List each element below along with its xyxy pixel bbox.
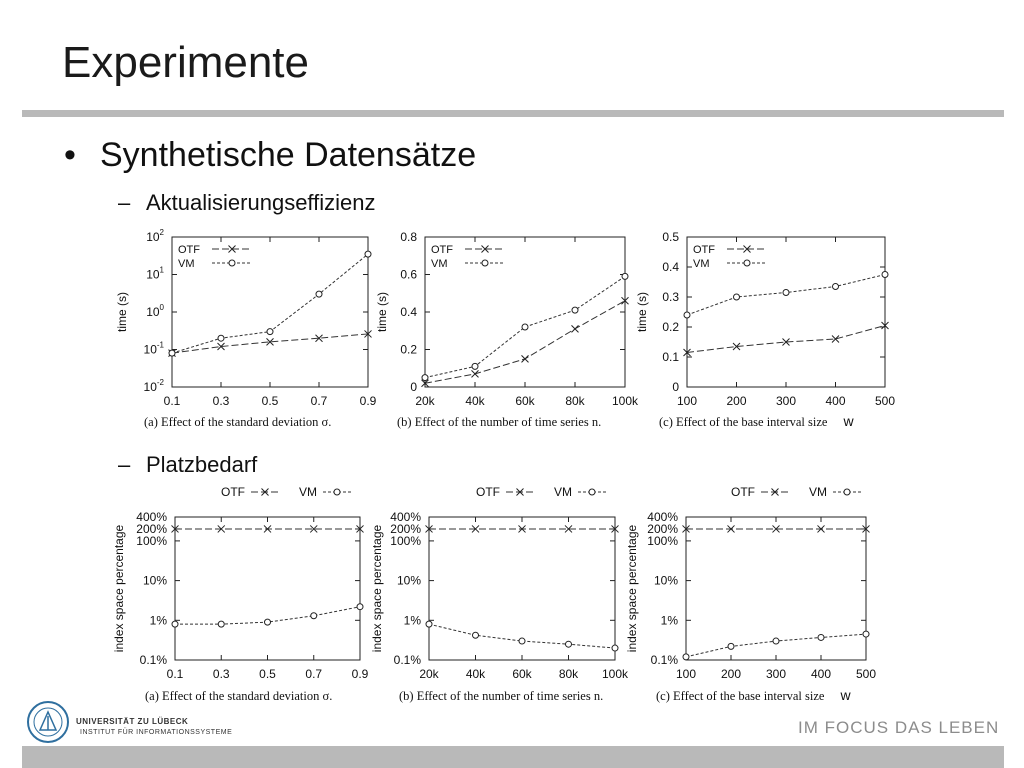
x-tick-label: 300 bbox=[765, 667, 787, 681]
y-tick-label: 0.2 bbox=[400, 342, 417, 357]
y-tick-label: 100% bbox=[647, 533, 678, 548]
y-tick-label: $10^2$ bbox=[146, 228, 164, 244]
chart-time-vs-interval-size bbox=[630, 225, 910, 435]
sub-bullet-label: Platzbedarf bbox=[146, 452, 258, 477]
x-tick-label: 60k bbox=[515, 394, 535, 408]
data-point-otf bbox=[572, 325, 579, 332]
bullet-synthetic-datasets bbox=[64, 136, 476, 175]
legend-label-vm: VM bbox=[554, 485, 572, 499]
y-tick-label: 0.1% bbox=[393, 653, 421, 667]
x-tick-label: 80k bbox=[565, 394, 585, 408]
y-tick-label: 200% bbox=[647, 521, 678, 536]
legend-label-otf: OTF bbox=[693, 244, 715, 256]
x-tick-label: 400 bbox=[810, 667, 832, 681]
data-point-vm bbox=[783, 290, 789, 296]
y-axis-label: index space percentage bbox=[112, 524, 126, 653]
y-axis-label: index space percentage bbox=[370, 524, 384, 653]
y-tick-label: 1% bbox=[149, 613, 167, 628]
data-point-otf bbox=[472, 370, 479, 377]
series-line-vm bbox=[172, 254, 368, 353]
figure-caption: (a) Effect of the standard deviation σ. bbox=[144, 415, 332, 429]
y-tick-label: 1% bbox=[660, 613, 678, 628]
legend-marker-vm bbox=[482, 260, 488, 266]
x-tick-label: 40k bbox=[465, 394, 485, 408]
data-point-vm bbox=[833, 284, 839, 290]
x-tick-label: 0.3 bbox=[212, 667, 230, 681]
x-tick-label: 500 bbox=[855, 667, 877, 681]
legend-label-vm: VM bbox=[178, 258, 195, 270]
data-point-vm bbox=[522, 324, 528, 330]
legend-label-otf: OTF bbox=[178, 244, 200, 256]
x-tick-label: 0.3 bbox=[212, 394, 230, 408]
data-point-vm bbox=[519, 638, 525, 644]
plot-frame bbox=[425, 237, 625, 387]
x-tick-label: 100k bbox=[611, 394, 639, 408]
y-axis-label: time (s) bbox=[115, 292, 129, 332]
chart-time-vs-std-deviation bbox=[100, 225, 390, 435]
y-tick-label: 10% bbox=[653, 573, 678, 588]
institute-name: INSTITUT FÜR INFORMATIONSSYSTEME bbox=[80, 729, 233, 736]
data-point-vm bbox=[728, 643, 734, 649]
data-point-vm bbox=[169, 350, 175, 356]
dash-symbol: – bbox=[118, 190, 131, 215]
data-point-vm bbox=[683, 654, 689, 660]
x-tick-label: 100 bbox=[675, 667, 697, 681]
y-tick-label: 0.3 bbox=[662, 290, 679, 304]
data-point-vm bbox=[684, 312, 690, 318]
data-point-vm bbox=[316, 291, 322, 297]
legend-label-otf: OTF bbox=[731, 485, 755, 499]
university-seal-logo bbox=[26, 700, 70, 744]
x-tick-label: 20k bbox=[415, 394, 435, 408]
y-tick-label: 1% bbox=[403, 613, 421, 628]
x-tick-label: 0.9 bbox=[359, 394, 377, 408]
y-tick-label: 10% bbox=[142, 573, 167, 588]
x-tick-label: 0.1 bbox=[166, 667, 184, 681]
x-tick-label: 500 bbox=[874, 394, 896, 408]
legend-marker-vm bbox=[589, 489, 595, 495]
legend-marker-vm bbox=[844, 489, 850, 495]
y-tick-label: 0.1% bbox=[139, 653, 167, 667]
data-point-vm bbox=[265, 619, 271, 625]
y-tick-label: 100% bbox=[390, 533, 421, 548]
bullet-symbol: • bbox=[64, 136, 76, 174]
legend-marker-vm bbox=[229, 260, 235, 266]
x-tick-label: 40k bbox=[465, 667, 486, 681]
y-axis-label: time (s) bbox=[635, 292, 649, 332]
data-point-vm bbox=[734, 294, 740, 300]
y-axis-label: index space percentage bbox=[625, 524, 639, 653]
y-tick-label: 0.6 bbox=[400, 267, 417, 282]
y-tick-label: 0.1% bbox=[650, 653, 678, 667]
legend-label-vm: VM bbox=[299, 485, 317, 499]
slogan: IM FOCUS DAS LEBEN bbox=[798, 718, 1000, 737]
data-point-vm bbox=[218, 335, 224, 341]
university-name: UNIVERSITÄT ZU LÜBECK bbox=[76, 717, 189, 726]
y-tick-label: 400% bbox=[390, 510, 421, 524]
figure-caption: (a) Effect of the standard deviation σ. bbox=[145, 689, 333, 703]
x-tick-label: 400 bbox=[825, 394, 846, 408]
x-tick-label: 0.1 bbox=[163, 394, 181, 408]
plot-frame bbox=[687, 237, 885, 387]
y-tick-label: 0.8 bbox=[400, 230, 417, 244]
y-tick-label: 200% bbox=[390, 521, 421, 536]
dash-symbol: – bbox=[118, 452, 131, 477]
y-tick-label: 100% bbox=[136, 533, 167, 548]
sub-bullet-update-efficiency bbox=[118, 190, 376, 216]
y-tick-label: 0 bbox=[672, 380, 679, 394]
data-point-otf bbox=[522, 355, 529, 362]
x-tick-label: 0.7 bbox=[310, 394, 328, 408]
x-tick-label: 300 bbox=[775, 394, 797, 408]
data-point-vm bbox=[311, 613, 317, 619]
data-point-vm bbox=[357, 604, 363, 610]
data-point-vm bbox=[267, 329, 273, 335]
title-divider bbox=[22, 110, 1004, 117]
figure-caption: (b) Effect of the number of time series n. bbox=[397, 415, 602, 429]
legend-label-vm: VM bbox=[693, 258, 710, 270]
y-tick-label: 0.2 bbox=[662, 320, 679, 334]
x-tick-label: 0.9 bbox=[351, 667, 369, 681]
y-tick-label: $10^1$ bbox=[146, 265, 164, 282]
footer-bar bbox=[22, 746, 1004, 768]
legend-label-otf: OTF bbox=[476, 485, 500, 499]
data-point-vm bbox=[472, 363, 478, 369]
data-point-vm bbox=[426, 621, 432, 627]
data-point-vm bbox=[863, 631, 869, 637]
chart-time-vs-num-series bbox=[370, 225, 650, 435]
plot-frame bbox=[175, 517, 360, 660]
x-tick-label: 60k bbox=[512, 667, 532, 681]
data-point-vm bbox=[622, 273, 628, 279]
x-tick-label: 200 bbox=[720, 667, 742, 681]
bullet-label: Synthetische Datensätze bbox=[100, 136, 477, 174]
y-tick-label: $10^{-2}$ bbox=[143, 378, 164, 394]
legend-label-otf: OTF bbox=[221, 485, 245, 499]
figure-caption: (c) Effect of the base interval size w bbox=[656, 687, 851, 703]
data-point-vm bbox=[572, 307, 578, 313]
legend-marker-vm bbox=[744, 260, 750, 266]
y-tick-label: 200% bbox=[136, 521, 167, 536]
sub-bullet-label: Aktualisierungseffizienz bbox=[146, 190, 376, 215]
legend-label-vm: VM bbox=[431, 258, 448, 270]
y-tick-label: 400% bbox=[647, 510, 678, 524]
y-tick-label: 0.1 bbox=[662, 350, 679, 364]
series-line-otf bbox=[687, 326, 885, 353]
data-point-vm bbox=[422, 375, 428, 381]
y-tick-label: 0.4 bbox=[662, 260, 679, 274]
x-tick-label: 80k bbox=[558, 667, 579, 681]
chart-space-vs-num-series bbox=[365, 480, 630, 710]
series-line-otf bbox=[172, 334, 368, 353]
legend-marker-vm bbox=[334, 489, 340, 495]
y-tick-label: 0.5 bbox=[662, 230, 679, 244]
y-axis-label: time (s) bbox=[375, 292, 389, 332]
x-tick-label: 0.7 bbox=[305, 667, 323, 681]
slide-title: Experimente bbox=[62, 38, 310, 87]
plot-frame bbox=[172, 237, 368, 387]
data-point-vm bbox=[566, 641, 572, 647]
figure-caption: (c) Effect of the base interval size w bbox=[659, 413, 854, 429]
data-point-vm bbox=[818, 634, 824, 640]
data-point-vm bbox=[773, 638, 779, 644]
legend-label-otf: OTF bbox=[431, 244, 453, 256]
y-tick-label: 0 bbox=[410, 380, 417, 394]
sub-bullet-space-requirement bbox=[118, 452, 257, 478]
x-tick-label: 20k bbox=[419, 667, 439, 681]
data-point-vm bbox=[473, 632, 479, 638]
chart-space-vs-interval-size bbox=[620, 480, 885, 710]
x-tick-label: 200 bbox=[726, 394, 747, 408]
data-point-vm bbox=[172, 621, 178, 627]
x-tick-label: 0.5 bbox=[261, 394, 279, 408]
y-tick-label: 10% bbox=[396, 573, 421, 588]
x-tick-label: 0.5 bbox=[259, 667, 276, 681]
x-tick-label: 100 bbox=[676, 394, 698, 408]
y-tick-label: $10^0$ bbox=[146, 303, 164, 319]
legend-label-vm: VM bbox=[809, 485, 827, 499]
series-line-vm bbox=[686, 634, 866, 657]
data-point-vm bbox=[882, 272, 888, 278]
y-tick-label: $10^{-1}$ bbox=[143, 340, 164, 357]
x-tick-label: 100k bbox=[601, 667, 629, 681]
figure-caption: (b) Effect of the number of time series n. bbox=[399, 689, 604, 703]
data-point-vm bbox=[612, 645, 618, 651]
chart-space-vs-std-deviation bbox=[105, 480, 375, 710]
y-tick-label: 400% bbox=[136, 510, 167, 524]
y-tick-label: 0.4 bbox=[400, 305, 417, 319]
data-point-vm bbox=[218, 621, 224, 627]
